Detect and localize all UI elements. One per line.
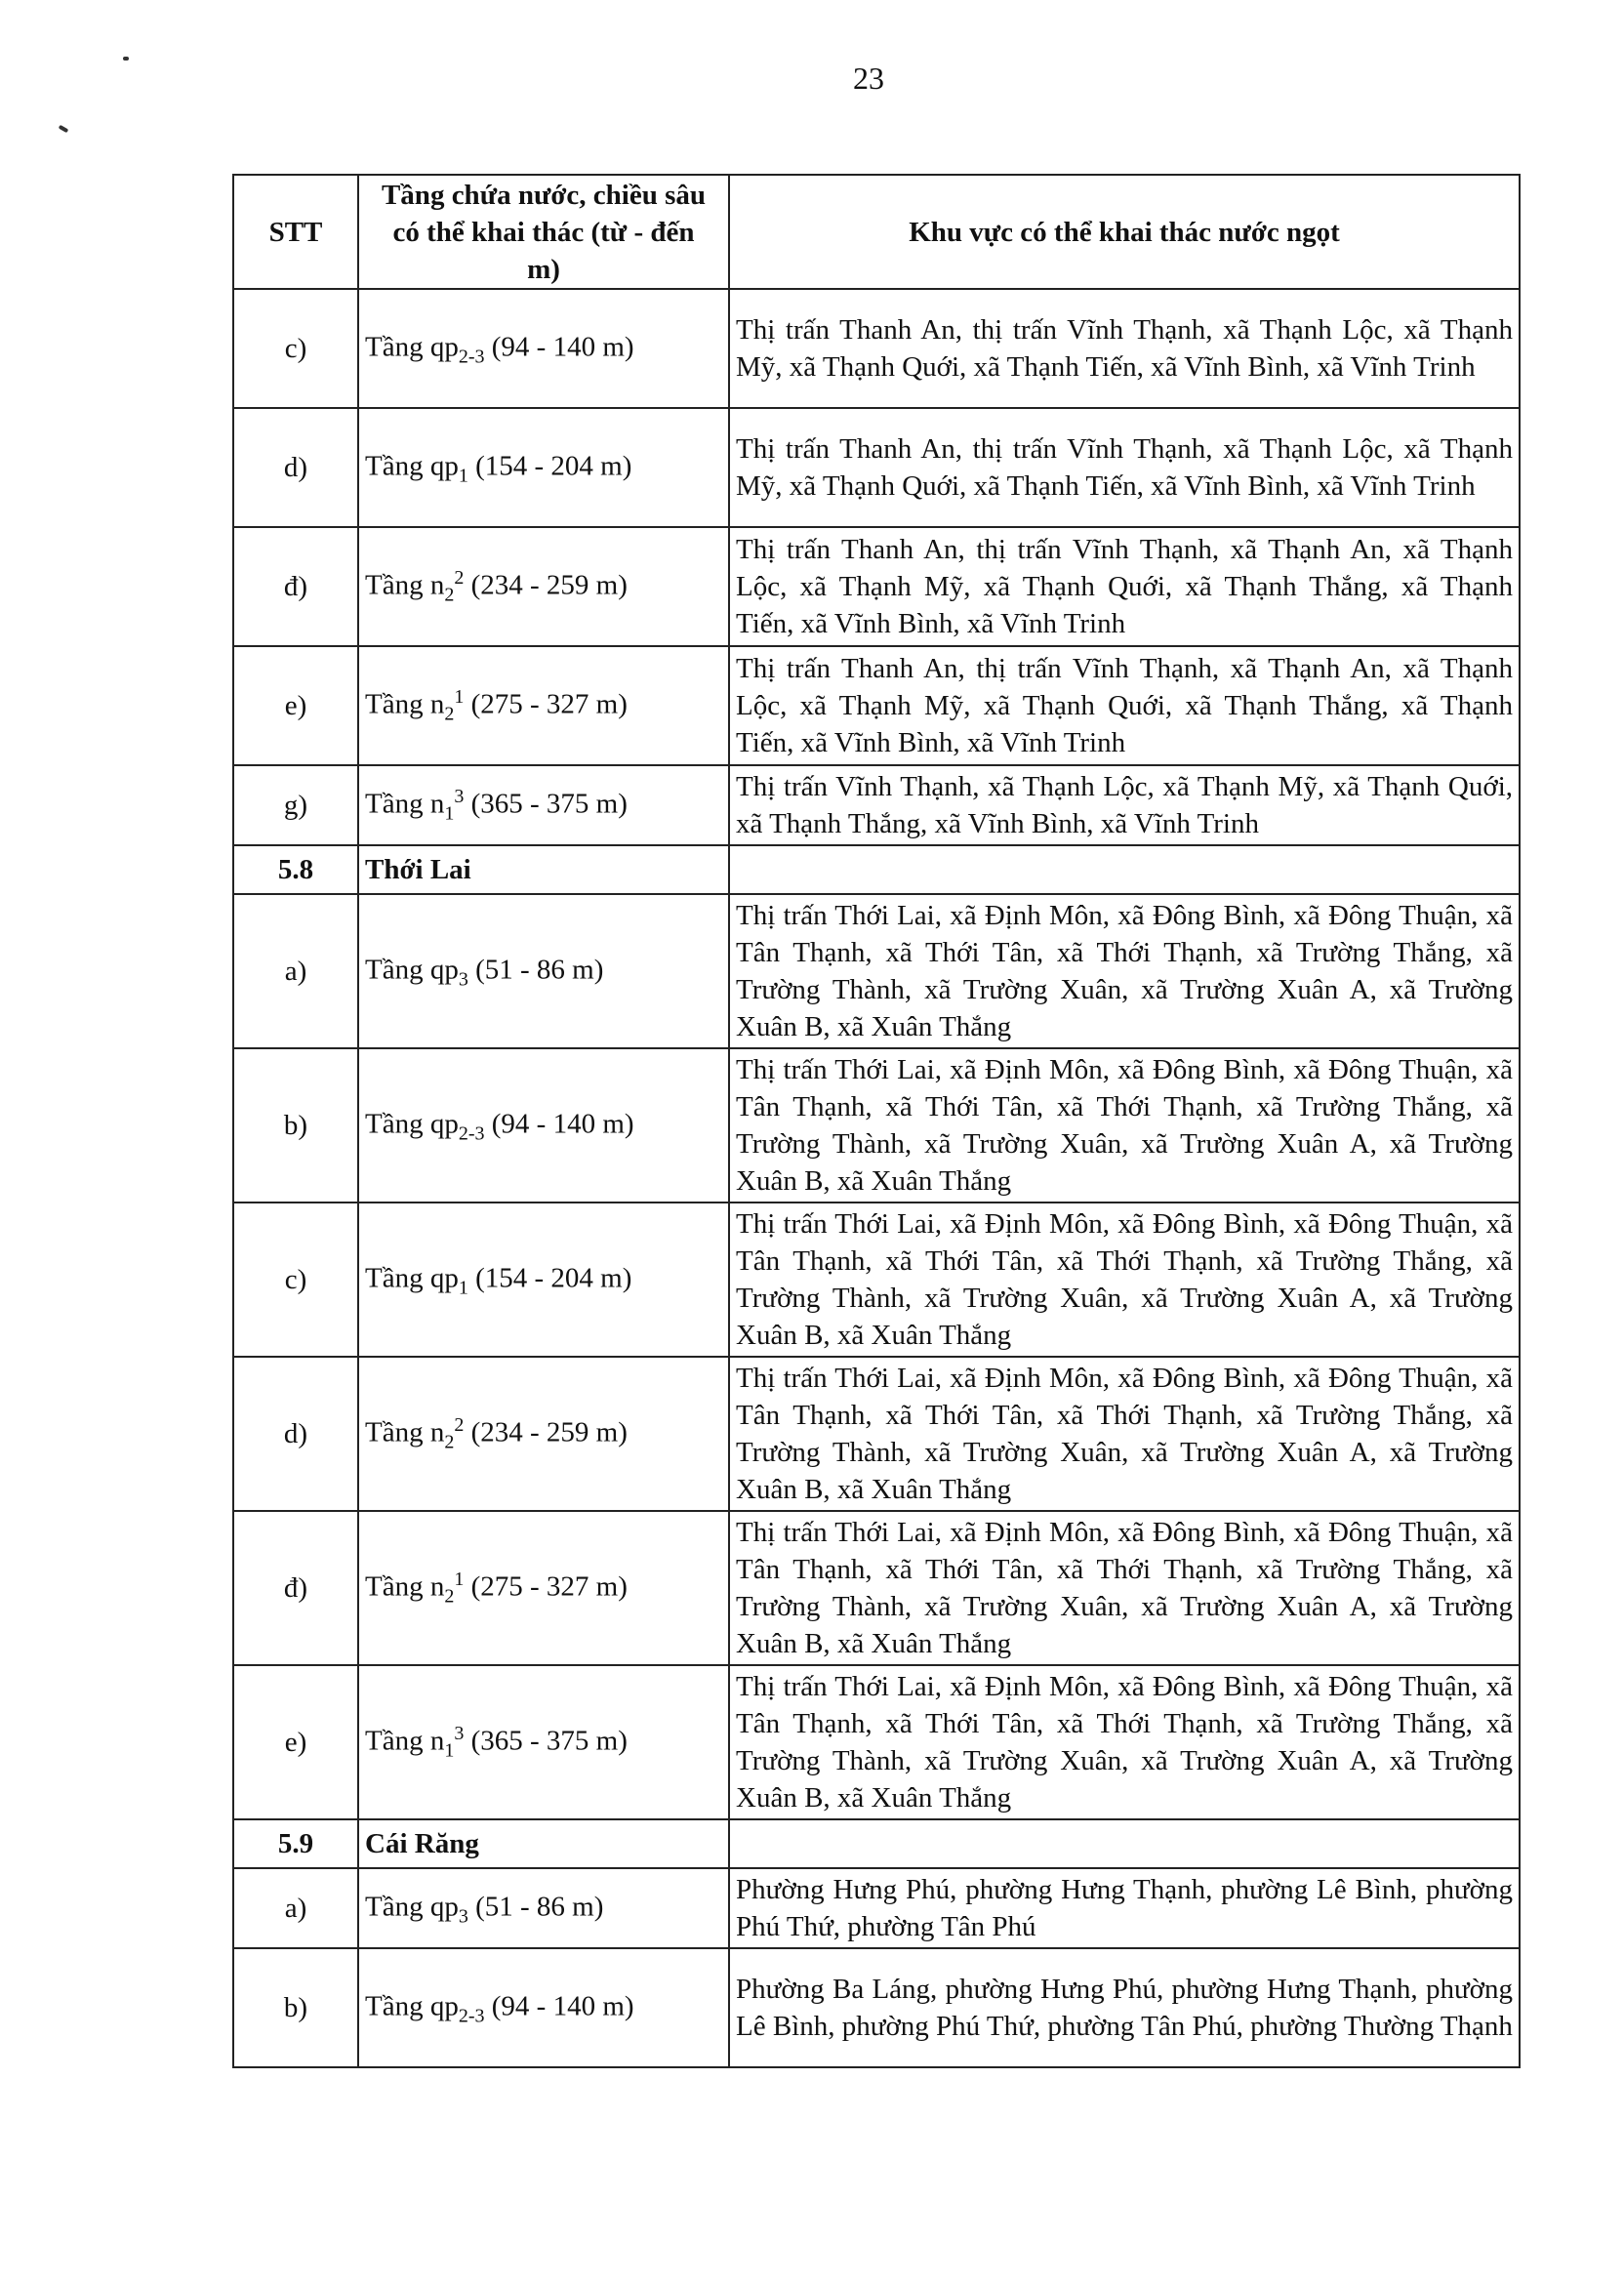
row-stt: d) (233, 408, 358, 527)
table-row (233, 1665, 1520, 1819)
row-area: Thị trấn Thanh An, thị trấn Vĩnh Thạnh, xã Thạnh Lộc, xã Thạnh Mỹ, xã Thạnh Quới, xã Thạnh Tiến, xã Vĩnh Bình, xã Vĩnh Trinh (729, 289, 1520, 408)
table-row (233, 646, 1520, 765)
table-row (233, 1868, 1520, 1948)
layer-depth-range: (51 - 86 m) (467, 954, 604, 986)
layer-subscript: 3 (458, 968, 468, 991)
layer-superscript: 1 (454, 686, 465, 709)
row-area: Thị trấn Thới Lai, xã Định Môn, xã Đông Bình, xã Đông Thuận, xã Tân Thạnh, xã Thới Tân, xã Thới Thạnh, xã Trường Thắng, xã Trường Thành, xã Trường Xuân, xã Trường Xuân A, xã Trường Xuân B, xã Xuân Thắng (729, 894, 1520, 1048)
layer-name: Tầng qp (365, 954, 459, 986)
layer-superscript: 2 (454, 567, 465, 590)
row-area: Thị trấn Thới Lai, xã Định Môn, xã Đông Bình, xã Đông Thuận, xã Tân Thạnh, xã Thới Tân, xã Thới Thạnh, xã Trường Thắng, xã Trường Thành, xã Trường Xuân, xã Trường Xuân A, xã Trường Xuân B, xã Xuân Thắng (729, 1357, 1520, 1511)
scan-speck (123, 57, 129, 61)
layer-depth-range: (365 - 375 m) (464, 788, 628, 820)
row-layer (358, 1511, 729, 1665)
table-row (233, 1357, 1520, 1511)
row-layer (358, 1948, 729, 2067)
row-stt: đ) (233, 1511, 358, 1665)
section-area-empty (729, 1819, 1520, 1868)
section-area-empty (729, 845, 1520, 894)
section-number: 5.9 (233, 1819, 358, 1868)
section-name: Cái Răng (358, 1819, 729, 1868)
layer-name: Tầng qp (365, 1891, 459, 1923)
layer-subscript: 2 (444, 703, 455, 725)
row-stt: a) (233, 894, 358, 1048)
row-layer (358, 894, 729, 1048)
section-number: 5.8 (233, 845, 358, 894)
layer-name: Tầng qp (365, 1990, 459, 2022)
layer-depth-range: (275 - 327 m) (464, 688, 628, 720)
row-stt: d) (233, 1357, 358, 1511)
row-layer (358, 1048, 729, 1203)
layer-subscript: 2-3 (458, 1122, 485, 1145)
row-area: Thị trấn Thới Lai, xã Định Môn, xã Đông Bình, xã Đông Thuận, xã Tân Thạnh, xã Thới Tân, xã Thới Thạnh, xã Trường Thắng, xã Trường Thành, xã Trường Xuân, xã Trường Xuân A, xã Trường Xuân B, xã Xuân Thắng (729, 1511, 1520, 1665)
table-row (233, 289, 1520, 408)
layer-depth-range: (94 - 140 m) (484, 331, 634, 363)
layer-name: Tầng n (365, 688, 445, 720)
row-layer (358, 1203, 729, 1357)
table-row (233, 1203, 1520, 1357)
row-stt: c) (233, 1203, 358, 1357)
aquifer-table (232, 174, 1521, 2068)
row-stt: c) (233, 289, 358, 408)
layer-subscript: 2 (444, 584, 455, 606)
header-stt: STT (233, 175, 358, 289)
row-stt: e) (233, 1665, 358, 1819)
layer-name: Tầng n (365, 569, 445, 601)
layer-subscript: 2-3 (458, 346, 485, 368)
header-area: Khu vực có thể khai thác nước ngọt (729, 175, 1520, 289)
section-row (233, 1819, 1520, 1868)
layer-superscript: 3 (454, 786, 465, 808)
layer-superscript: 1 (454, 1569, 465, 1591)
layer-depth-range: (94 - 140 m) (484, 1990, 634, 2022)
scan-speck (59, 125, 69, 133)
layer-subscript: 2 (444, 1585, 455, 1608)
row-stt: b) (233, 1948, 358, 2067)
row-stt: b) (233, 1048, 358, 1203)
layer-name: Tầng n (365, 1725, 445, 1757)
row-layer (358, 1357, 729, 1511)
row-area: Thị trấn Thanh An, thị trấn Vĩnh Thạnh, xã Thạnh An, xã Thạnh Lộc, xã Thạnh Mỹ, xã Thạnh Quới, xã Thạnh Thắng, xã Thạnh Tiến, xã Vĩnh Bình, xã Vĩnh Trinh (729, 646, 1520, 765)
layer-name: Tầng qp (365, 450, 459, 482)
row-area: Thị trấn Thanh An, thị trấn Vĩnh Thạnh, xã Thạnh An, xã Thạnh Lộc, xã Thạnh Mỹ, xã Thạnh Quới, xã Thạnh Thắng, xã Thạnh Tiến, xã Vĩnh Bình, xã Vĩnh Trinh (729, 527, 1520, 646)
row-area: Thị trấn Thới Lai, xã Định Môn, xã Đông Bình, xã Đông Thuận, xã Tân Thạnh, xã Thới Tân, xã Thới Thạnh, xã Trường Thắng, xã Trường Thành, xã Trường Xuân, xã Trường Xuân A, xã Trường Xuân B, xã Xuân Thắng (729, 1665, 1520, 1819)
layer-subscript: 3 (458, 1905, 468, 1928)
table-row (233, 765, 1520, 845)
layer-depth-range: (234 - 259 m) (464, 1416, 628, 1448)
section-name: Thới Lai (358, 845, 729, 894)
row-area: Thị trấn Thới Lai, xã Định Môn, xã Đông Bình, xã Đông Thuận, xã Tân Thạnh, xã Thới Tân, xã Thới Thạnh, xã Trường Thắng, xã Trường Thành, xã Trường Xuân, xã Trường Xuân A, xã Trường Xuân B, xã Xuân Thắng (729, 1203, 1520, 1357)
layer-depth-range: (275 - 327 m) (464, 1570, 628, 1603)
layer-subscript: 1 (458, 1277, 468, 1299)
layer-depth-range: (154 - 204 m) (467, 450, 632, 482)
layer-name: Tầng qp (365, 1262, 459, 1294)
header-layer: Tầng chứa nước, chiều sâu có thể khai thác (từ - đến m) (358, 175, 729, 289)
row-layer (358, 765, 729, 845)
table-row (233, 1511, 1520, 1665)
table-row (233, 527, 1520, 646)
table-row (233, 1048, 1520, 1203)
row-layer (358, 289, 729, 408)
table-row (233, 1948, 1520, 2067)
row-layer (358, 527, 729, 646)
layer-name: Tầng n (365, 1416, 445, 1448)
layer-name: Tầng qp (365, 1108, 459, 1140)
layer-superscript: 2 (454, 1414, 465, 1437)
row-layer (358, 1868, 729, 1948)
row-stt: e) (233, 646, 358, 765)
row-stt: a) (233, 1868, 358, 1948)
row-area: Thị trấn Thới Lai, xã Định Môn, xã Đông Bình, xã Đông Thuận, xã Tân Thạnh, xã Thới Tân, xã Thới Thạnh, xã Trường Thắng, xã Trường Thành, xã Trường Xuân, xã Trường Xuân A, xã Trường Xuân B, xã Xuân Thắng (729, 1048, 1520, 1203)
layer-name: Tầng n (365, 1570, 445, 1603)
row-area: Phường Hưng Phú, phường Hưng Thạnh, phường Lê Bình, phường Phú Thứ, phường Tân Phú (729, 1868, 1520, 1948)
layer-depth-range: (234 - 259 m) (464, 569, 628, 601)
row-layer (358, 1665, 729, 1819)
row-stt: g) (233, 765, 358, 845)
row-layer (358, 646, 729, 765)
layer-depth-range: (94 - 140 m) (484, 1108, 634, 1140)
table-row (233, 894, 1520, 1048)
layer-subscript: 2-3 (458, 2005, 485, 2027)
layer-subscript: 1 (444, 802, 455, 825)
layer-name: Tầng n (365, 788, 445, 820)
row-stt: đ) (233, 527, 358, 646)
row-layer (358, 408, 729, 527)
layer-superscript: 3 (454, 1723, 465, 1745)
table-row (233, 408, 1520, 527)
section-row (233, 845, 1520, 894)
row-area: Thị trấn Vĩnh Thạnh, xã Thạnh Lộc, xã Thạnh Mỹ, xã Thạnh Quới, xã Thạnh Thắng, xã Vĩnh Bình, xã Vĩnh Trinh (729, 765, 1520, 845)
layer-subscript: 1 (458, 465, 468, 487)
table-body (233, 289, 1520, 2067)
layer-subscript: 1 (444, 1739, 455, 1762)
table-header-row (233, 175, 1520, 289)
layer-depth-range: (365 - 375 m) (464, 1725, 628, 1757)
row-area: Thị trấn Thanh An, thị trấn Vĩnh Thạnh, xã Thạnh Lộc, xã Thạnh Mỹ, xã Thạnh Quới, xã Thạnh Tiến, xã Vĩnh Bình, xã Vĩnh Trinh (729, 408, 1520, 527)
page-number: 23 (853, 61, 884, 96)
layer-depth-range: (51 - 86 m) (467, 1891, 604, 1923)
layer-subscript: 2 (444, 1431, 455, 1453)
layer-name: Tầng qp (365, 331, 459, 363)
row-area: Phường Ba Láng, phường Hưng Phú, phường Hưng Thạnh, phường Lê Bình, phường Phú Thứ, phường Tân Phú, phường Thường Thạnh (729, 1948, 1520, 2067)
layer-depth-range: (154 - 204 m) (467, 1262, 632, 1294)
